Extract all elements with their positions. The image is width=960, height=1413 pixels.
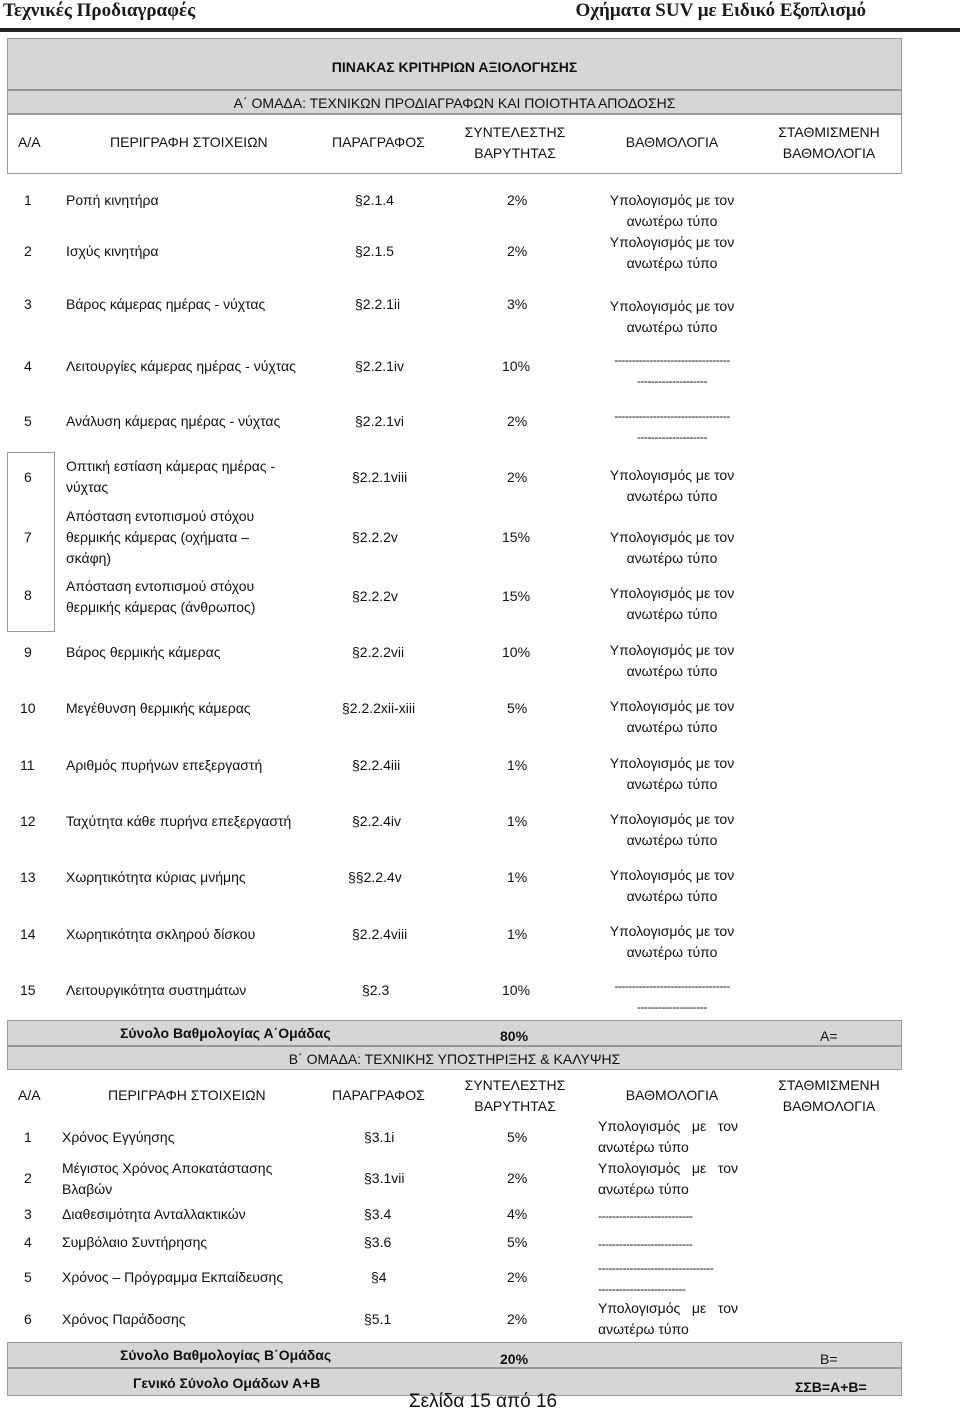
row-paragraph: §4 [371,1269,387,1285]
row-weight: 2% [507,1170,528,1186]
row-paragraph: §2.2.1viii [352,469,408,485]
row-paragraph: §2.2.4iii [352,757,401,773]
col-coefficient-header-2: ΒΑΡΥΤΗΤΑΣ [474,1098,556,1114]
row-number: 7 [24,529,32,545]
row-weight: 10% [502,644,531,660]
row-description: Χρόνος – Πρόγραμμα Εκπαίδευσης [62,1269,284,1285]
row-weight: 2% [507,1269,528,1285]
row-weight: 10% [502,982,531,998]
row-weight: 3% [507,296,528,312]
row-weight: 1% [507,813,528,829]
page-header [0,0,960,34]
row-description: Συμβόλαιο Συντήρησης [62,1234,208,1250]
row-weight: 5% [507,700,528,716]
row-score: Υπολογισμός με τον ανωτέρω τύπο [609,755,735,792]
row-weight: 2% [507,469,528,485]
row-weight: 15% [502,529,531,545]
row-number: 9 [24,644,32,660]
row-paragraph: §3.1i [364,1129,395,1145]
row-number: 2 [24,1170,32,1186]
col-paragraph-header: ΠΑΡΑΓΡΑΦΟΣ [332,134,425,150]
row-description: Χρόνος Παράδοσης [62,1311,186,1327]
row-paragraph: §3.6 [364,1234,392,1250]
row-paragraph: §2.2.2vii [352,644,405,660]
col-weighted-header-1: ΣΤΑΘΜΙΣΜΕΝΗ [778,1077,880,1093]
row-weight: 1% [507,926,528,942]
row-description: Ταχύτητα κάθε πυρήνα επεξεργαστή [66,813,292,829]
row-number: 4 [24,358,32,374]
col-description-header: ΠΕΡΙΓΡΑΦΗ ΣΤΟΙΧΕΙΩΝ [108,1087,266,1103]
row-paragraph: §2.2.2v [352,588,398,604]
row-number: 6 [24,1311,32,1327]
row-number: 11 [20,757,35,773]
row-weight: 5% [507,1234,528,1250]
row-paragraph: §2.2.2xii-xiii [342,700,416,716]
col-aa-header: Α/Α [18,1087,41,1103]
row-paragraph: §5.1 [364,1311,392,1327]
col-description-header: ΠΕΡΙΓΡΑΦΗ ΣΤΟΙΧΕΙΩΝ [110,134,268,150]
row-score: Υπολογισμός με τον ανωτέρω τύπο [609,642,735,679]
row-score: Υπολογισμός με τον ανωτέρω τύπο [609,867,735,904]
row-score: --------------------------------- ------------------------- [598,1261,714,1296]
group-b-title: Β΄ ΟΜΑΔΑ: ΤΕΧΝΙΚΗΣ ΥΠΟΣΤΗΡΙΞΗΣ & ΚΑΛΥΨΗΣ [288,1051,621,1067]
row-paragraph: §2.1.5 [355,243,394,259]
row-paragraph: §3.1vii [364,1170,405,1186]
row-score: --------------------------- [598,1209,693,1223]
col-coefficient-header-2: ΒΑΡΥΤΗΤΑΣ [474,145,556,161]
group-b-total-symbol: Β= [820,1351,838,1367]
row-description: Χωρητικότητα κύριας μνήμης [66,869,246,885]
row-number: 15 [20,982,36,998]
col-weighted-header-1: ΣΤΑΘΜΙΣΜΕΝΗ [778,124,880,140]
row-score: Υπολογισμός με τον ανωτέρω τύπο [609,467,735,504]
row-description: Διαθεσιμότητα Ανταλλακτικών [62,1206,246,1222]
row-paragraph: §2.2.1ii [355,296,401,312]
group-a-total-value: 80% [500,1028,529,1044]
row-weight: 10% [502,358,531,374]
row-score: Υπολογισμός με τον ανωτέρω τύπο [609,923,735,960]
row-score: Υπολογισμός με τον ανωτέρω τύπο [598,1160,739,1197]
row-number: 13 [20,869,36,885]
col-aa-header: Α/Α [18,134,41,150]
row-description: Ροπή κινητήρα [66,192,159,208]
row-paragraph: §2.2.4iv [352,813,402,829]
row-paragraph: §3.4 [364,1206,392,1222]
table-title: ΠΙΝΑΚΑΣ ΚΡΙΤΗΡΙΩΝ ΑΞΙΟΛΟΓΗΣΗΣ [331,59,578,75]
header-left-title: Τεχνικές Προδιαγραφές [3,0,196,21]
row-score: Υπολογισμός με τον ανωτέρω τύπο [609,585,735,622]
row-score: Υπολογισμός με τον ανωτέρω τύπο [609,529,735,566]
row-score: Υπολογισμός με τον ανωτέρω τύπο [598,1300,739,1337]
row-score: --------------------------------- -------------------- [614,409,730,444]
row-number: 3 [24,296,32,312]
row-score: Υπολογισμός με τον ανωτέρω τύπο [609,298,735,335]
row-weight: 2% [507,413,528,429]
header-right-title: Οχήματα SUV με Ειδικό Εξοπλισμό [575,0,866,21]
row-description: Βάρος θερμικής κάμερας [66,644,221,660]
row-number: 12 [20,813,36,829]
row-description: Αριθμός πυρήνων επεξεργαστή [66,757,263,773]
row-paragraph: §§2.2.4v [348,869,402,885]
row-description: Χωρητικότητα σκληρού δίσκου [66,926,256,942]
row-number: 3 [24,1206,32,1222]
col-score-header: ΒΑΘΜΟΛΟΓΙΑ [625,134,719,150]
row-description: Οπτική εστίαση κάμερας ημέρας - νύχτας [66,458,276,495]
col-coefficient-header-1: ΣΥΝΤΕΛΕΣΤΗΣ [464,1077,566,1093]
row-weight: 2% [507,1311,528,1327]
row-description: Απόσταση εντοπισμού στόχου θερμικής κάμερας (άνθρωπος) [66,578,256,615]
col-paragraph-header: ΠΑΡΑΓΡΑΦΟΣ [332,1087,425,1103]
grand-total-label: Γενικό Σύνολο Ομάδων Α+Β [133,1375,321,1391]
row-weight: 15% [502,588,531,604]
row-number: 2 [24,243,32,259]
page-number: Σελίδα 15 από 16 [408,1391,558,1412]
header-rule [0,28,960,32]
row-score: Υπολογισμός με τον ανωτέρω τύπο [609,811,735,848]
group-a-total-symbol: Α= [820,1028,838,1044]
col-weighted-header-2: ΒΑΘΜΟΛΟΓΙΑ [782,1098,876,1114]
group-b-total-value: 20% [500,1351,529,1367]
row-score: --------------------------- [598,1237,693,1251]
row-description: Μέγιστος Χρόνος Αποκατάστασης Βλαβών [62,1160,273,1197]
row-number: 8 [24,587,32,603]
row-number: 5 [24,1269,32,1285]
row-number: 5 [24,413,32,429]
row-paragraph: §2.2.4viii [352,926,408,942]
row-weight: 1% [507,757,528,773]
row-score: --------------------------------- -------------------- [614,353,730,388]
row-description: Ανάλυση κάμερας ημέρας - νύχτας [66,413,281,429]
row-score: Υπολογισμός με τον ανωτέρω τύπο [598,1118,739,1155]
row-description: Χρόνος Εγγύησης [62,1129,175,1145]
row-weight: 1% [507,869,528,885]
row-score: --------------------------------- -------------------- [614,979,730,1014]
grand-total-symbol: ΣΣΒ=Α+Β= [795,1379,867,1395]
row-weight: 2% [507,243,528,259]
col-weighted-header-2: ΒΑΘΜΟΛΟΓΙΑ [782,145,876,161]
row-number: 10 [20,700,36,716]
row-paragraph: §2.1.4 [355,192,394,208]
row-score: Υπολογισμός με τον ανωτέρω τύπο [609,192,735,229]
row-number: 1 [24,192,32,208]
row-paragraph: §2.2.2v [352,529,398,545]
col-coefficient-header-1: ΣΥΝΤΕΛΕΣΤΗΣ [464,124,566,140]
row-description: Ισχύς κινητήρα [66,243,159,259]
group-a-total-label: Σύνολο Βαθμολογίας Α΄Ομάδας [120,1025,331,1041]
row-score: Υπολογισμός με τον ανωτέρω τύπο [609,698,735,735]
row-description: Απόσταση εντοπισμού στόχου θερμικής κάμερας (οχήματα – σκάφη) [66,508,255,566]
row-description: Λειτουργικότητα συστημάτων [66,982,247,998]
row-paragraph: §2.2.1iv [355,358,405,374]
row-number: 14 [20,926,36,942]
row-score: Υπολογισμός με τον ανωτέρω τύπο [609,234,735,271]
row-weight: 4% [507,1206,528,1222]
row-description: Λειτουργίες κάμερας ημέρας - νύχτας [66,358,296,374]
group-a-title: Α΄ ΟΜΑΔΑ: ΤΕΧΝΙΚΩΝ ΠΡΟΔΙΑΓΡΑΦΩΝ ΚΑΙ ΠΟΙΟΤΗΤΑ ΑΠΟΔΟΣΗΣ [233,95,676,111]
row-paragraph: §2.3 [362,982,390,998]
row-description: Μεγέθυνση θερμικής κάμερας [66,700,251,716]
row-number: 1 [24,1129,32,1145]
row-description: Βάρος κάμερας ημέρας - νύχτας [66,296,266,312]
row-number: 4 [24,1234,32,1250]
col-score-header: ΒΑΘΜΟΛΟΓΙΑ [625,1087,719,1103]
row-number: 6 [24,469,32,485]
group-b-total-label: Σύνολο Βαθμολογίας Β΄Ομάδας [120,1347,332,1363]
row-weight: 5% [507,1129,528,1145]
row-weight: 2% [507,192,528,208]
row-paragraph: §2.2.1vi [355,413,405,429]
